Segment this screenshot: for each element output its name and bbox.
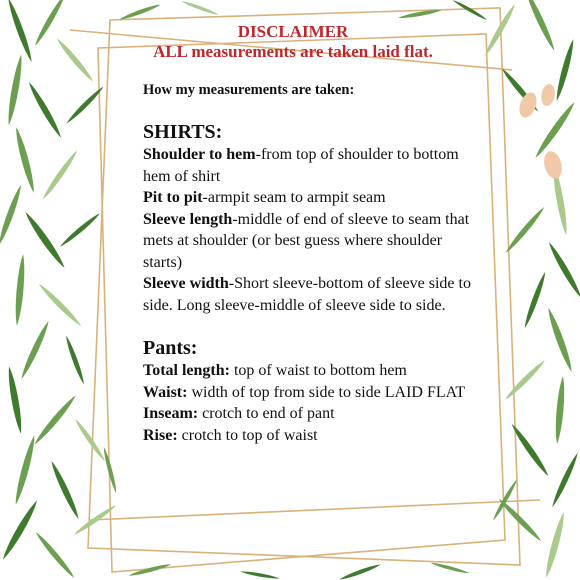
leaf [240,570,280,580]
leaf [533,100,578,160]
leaf [546,241,580,299]
leaf [554,38,576,101]
leaf [339,563,382,580]
leaf [34,530,77,579]
item-term: Rise: [143,426,178,444]
leaf [5,54,24,126]
item-term: Sleeve length [143,210,233,228]
leaf [23,210,68,270]
flower-bud [541,149,564,180]
flower-bud [540,83,557,107]
leaf [452,0,488,21]
disclaimer-heading [133,22,453,62]
leaf [49,460,82,521]
leaf [59,211,102,248]
leaf [19,320,52,381]
leaf [64,335,86,385]
item-desc: -from top of shoulder to bottom hem of shirt [143,146,459,185]
leaf [543,511,567,578]
flower-bud [516,90,540,120]
item-term: Total length: [143,362,230,379]
shirt-item [143,209,473,274]
pants-item [143,360,473,382]
shirt-item [143,187,473,209]
item-desc: -armpit seam to armpit seam [202,189,386,206]
leaf [6,0,35,63]
shirts-list [143,144,473,316]
item-term: Pit to pit [143,189,203,206]
leaf [32,394,78,447]
leaf [73,417,107,462]
leaf [503,358,546,401]
leaf [0,184,24,246]
leaf [550,452,580,509]
disclaimer-subtitle: ALL measurements are taken laid flat. [153,42,433,61]
item-term: Inseam: [143,405,199,422]
leaf [0,499,40,561]
item-term: Shoulder to hem [143,146,256,163]
shirts-heading: SHIRTS: [143,121,223,143]
leaf [523,0,557,52]
pants-item [143,382,473,404]
leaf [14,254,27,326]
leaf [41,149,80,201]
pants-list [143,360,473,446]
item-term: Waist: [143,383,188,401]
leaf [26,81,63,139]
item-desc: crotch to top of waist [177,426,318,444]
main-text [143,22,473,446]
leaf [522,271,548,329]
item-desc: width of top from side to side LAID FLAT [187,383,466,401]
leaf [545,307,575,373]
pants-heading: Pants: [143,337,198,359]
item-desc: -middle of end of sleeve to seam that mets at shoulder (or best guess where shoulder starts) [143,210,470,271]
intro-line: How my measurements are taken: [143,82,355,98]
pants-item [143,403,473,425]
leaf [37,282,83,328]
item-desc: crotch to end of pant [198,405,335,422]
item-desc: -Short sleeve-bottom of sleeve side to side. Long sleeve-middle of sleeve side to side. [143,275,471,314]
leaf [181,0,220,16]
shirt-item [143,144,473,187]
leaf [504,205,547,254]
disclaimer-title: DISCLAIMER [237,22,349,41]
leaf [13,126,37,193]
item-term: Sleeve width [143,275,229,292]
leaf [33,0,68,47]
leaf [6,366,24,434]
leaf [12,434,37,505]
shirt-item [143,273,473,316]
leaf [55,37,95,83]
item-desc: top of waist to bottom hem [229,362,407,379]
pants-item [143,425,473,447]
leaf [554,376,567,444]
